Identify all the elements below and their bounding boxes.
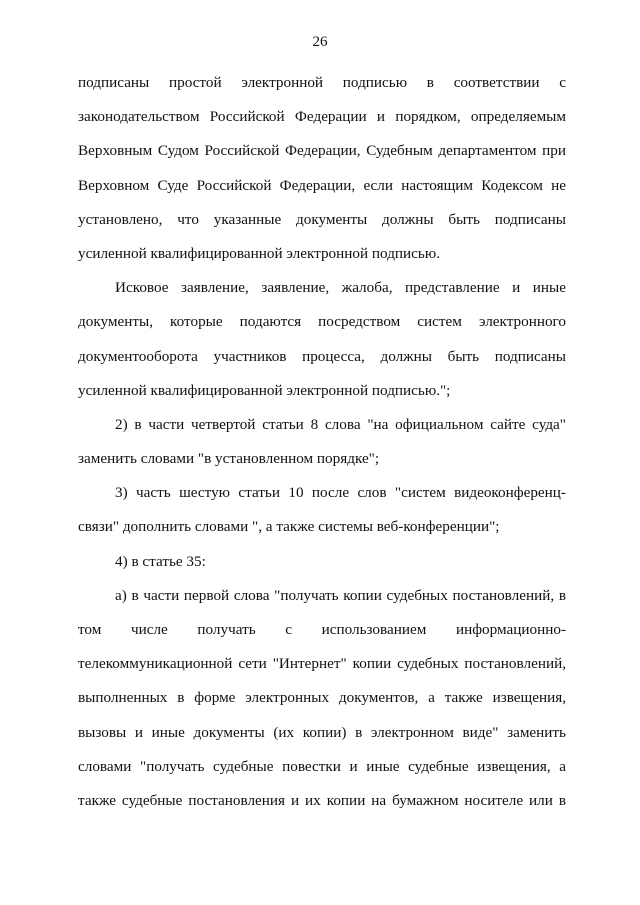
text-line: подписаны простой электронной подписью в соответствии с [78,74,566,91]
text-line: Верховным Судом Российской Федерации, Судебным департаментом при [78,142,566,160]
page-number: 26 [312,34,328,50]
text-line: установлено, что указанные документы должны быть подписаны [78,210,566,228]
text-line: связи" дополнить словами ", а также системы веб-конференции"; [78,518,500,536]
document-body [78,66,566,818]
text-line: документооборота участников процесса, должны быть подписаны [78,347,566,365]
text-line: 2) в части четвертой статьи 8 слова "на официальном сайте суда" [115,415,566,433]
text-line: словами "получать судебные повестки и иные судебные извещения, а [78,757,566,775]
text-line: вызовы и иные документы (их копии) в электронном виде" заменить [78,723,566,741]
text-line: усиленной квалифицированной электронной подписью. [78,244,440,262]
text-line: 3) часть шестую статьи 10 после слов "систем видеоконференц- [115,484,566,502]
text-line: телекоммуникационной сети "Интернет" копии судебных постановлений, [78,655,566,673]
text-line: том числе получать с использованием информационно- [78,621,566,638]
text-line: выполненных в форме электронных документов, а также извещения, [78,689,566,707]
text-line: Исковое заявление, заявление, жалоба, представление и иные [115,279,566,297]
text-line: законодательством Российской Федерации и порядком, определяемым [78,108,566,126]
text-line: заменить словами "в установленном порядке"; [78,450,380,468]
text-line: Верховном Суде Российской Федерации, если настоящим Кодексом не [78,176,566,194]
text-line: документы, которые подаются посредством систем электронного [78,313,566,331]
text-line: а) в части первой слова "получать копии судебных постановлений, в [115,586,566,604]
text-line: усиленной квалифицированной электронной подписью."; [78,381,451,399]
text-line: 4) в статье 35: [115,552,206,570]
text-line: также судебные постановления и их копии на бумажном носителе или в [78,791,566,809]
